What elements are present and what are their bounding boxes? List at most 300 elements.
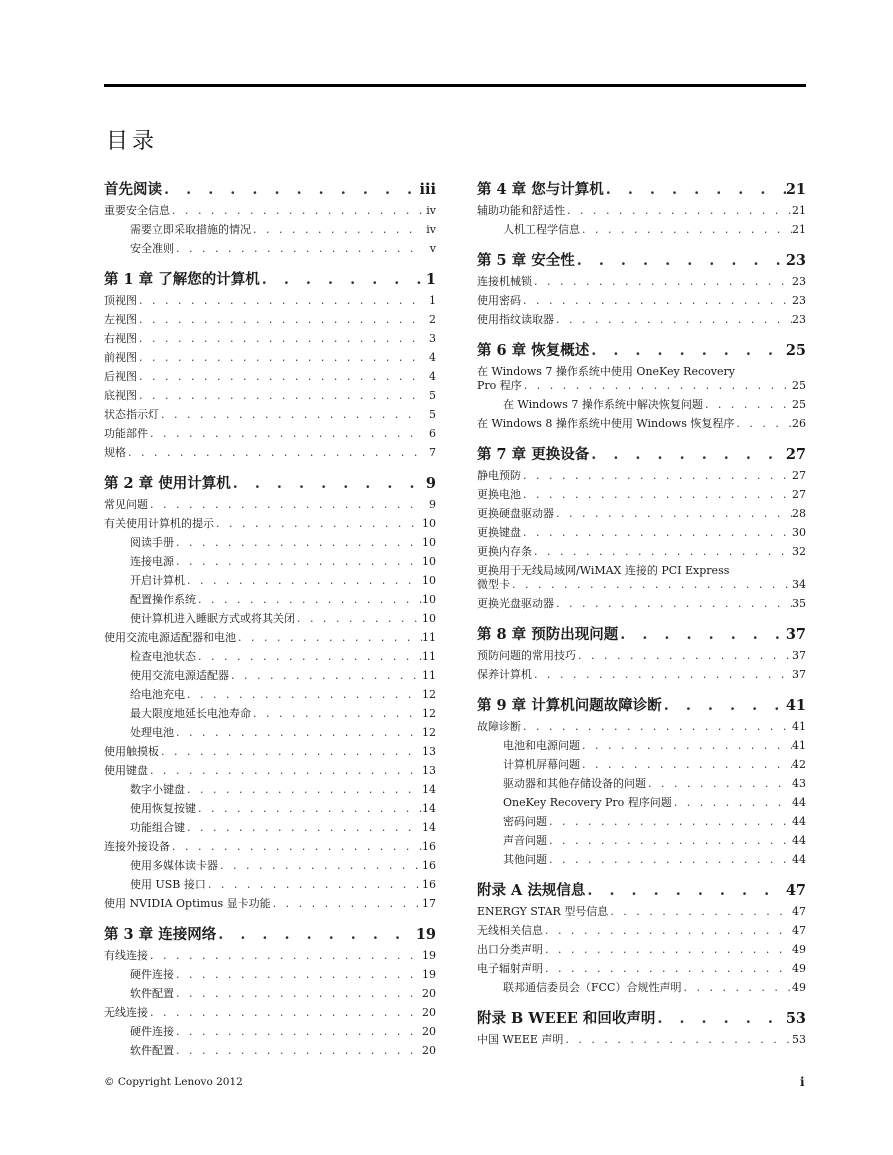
- entry-title[interactable]: 使用恢复按键: [130, 802, 196, 815]
- entry-page-number: 37: [792, 668, 806, 681]
- dot-leader: [174, 1044, 422, 1057]
- dot-leader: [185, 574, 422, 587]
- toc-entry[interactable]: [477, 941, 806, 960]
- dot-leader: [218, 859, 422, 872]
- toc-entry[interactable]: [104, 629, 436, 648]
- entry-page-number: 12: [422, 726, 436, 739]
- entry-title[interactable]: 配置操作系统: [130, 593, 196, 606]
- entry-page-number: 44: [792, 796, 806, 809]
- entry-title[interactable]: 使用键盘: [104, 764, 148, 777]
- entry-title[interactable]: 其他问题: [503, 853, 547, 866]
- toc-entry[interactable]: [477, 903, 806, 922]
- entry-page-number: 10: [422, 593, 436, 606]
- toc-entry[interactable]: [477, 486, 806, 505]
- dot-leader: [510, 578, 792, 591]
- toc-entry-first-line[interactable]: 在 Windows 7 操作系统中使用 OneKey Recovery: [477, 365, 735, 378]
- entry-title[interactable]: 阅读手册: [130, 536, 174, 549]
- entry-title[interactable]: 安全准则: [130, 242, 174, 255]
- entry-title[interactable]: 人机工程学信息: [503, 223, 580, 236]
- dot-leader: [148, 764, 422, 777]
- dot-leader: [563, 1033, 792, 1046]
- entry-page-number: 5: [429, 389, 436, 402]
- toc-section: [477, 1007, 806, 1050]
- entry-title[interactable]: 更换电池: [477, 488, 521, 501]
- entry-title[interactable]: 在 Windows 7 操作系统中解决恢复问题: [503, 398, 703, 411]
- dot-leader: [589, 446, 786, 463]
- dot-leader: [589, 342, 786, 359]
- toc-entry[interactable]: [477, 467, 806, 486]
- dot-leader: [148, 427, 422, 440]
- entry-page-number: 27: [792, 469, 806, 482]
- toc-chapter-heading[interactable]: [477, 879, 806, 903]
- toc-left-column: [104, 178, 436, 1070]
- dot-leader: [170, 840, 422, 853]
- entry-page-number: 20: [422, 1025, 436, 1038]
- chapter-page-number: 47: [785, 882, 806, 899]
- dot-leader: [185, 821, 422, 834]
- chapter-page-number: 53: [785, 1010, 806, 1027]
- chapter-title[interactable]: 首先阅读: [104, 181, 162, 198]
- entry-title[interactable]: 无线连接: [104, 1006, 148, 1019]
- chapter-title[interactable]: 第 5 章 安全性: [477, 252, 575, 269]
- entry-title[interactable]: 计算机屏幕问题: [503, 758, 580, 771]
- toc-entry[interactable]: [477, 979, 806, 998]
- entry-title[interactable]: 需要立即采取措施的情况: [130, 223, 251, 236]
- toc-section: [104, 268, 436, 463]
- entry-page-number: 17: [422, 897, 436, 910]
- entry-page-number: 3: [429, 332, 436, 345]
- dot-leader: [521, 488, 792, 501]
- entry-title[interactable]: 联邦通信委员会（FCC）合规性声明: [503, 981, 682, 994]
- entry-title[interactable]: 硬件连接: [130, 968, 174, 981]
- toc-entry[interactable]: [104, 800, 436, 819]
- entry-page-number: 21: [792, 204, 806, 217]
- dot-leader: [543, 924, 792, 937]
- dot-leader: [174, 987, 422, 1000]
- entry-title[interactable]: 右视图: [104, 332, 137, 345]
- toc-entry[interactable]: [104, 838, 436, 857]
- entry-page-number: 6: [429, 427, 436, 440]
- dot-leader: [174, 536, 422, 549]
- dot-leader: [137, 313, 422, 326]
- toc-entry[interactable]: [477, 576, 806, 595]
- entry-page-number: 4: [429, 351, 436, 364]
- entry-page-number: 47: [792, 905, 806, 918]
- entry-page-number: 12: [422, 707, 436, 720]
- toc-entry[interactable]: [104, 895, 436, 914]
- toc-entry[interactable]: [104, 667, 436, 686]
- entry-title[interactable]: 使用交流电源适配器: [130, 669, 229, 682]
- dot-leader: [196, 593, 422, 606]
- toc-entry[interactable]: [477, 832, 806, 851]
- entry-page-number: 34: [792, 578, 806, 591]
- dot-leader: [547, 834, 792, 847]
- entry-title[interactable]: 有关使用计算机的提示: [104, 517, 214, 530]
- toc-entry[interactable]: [477, 647, 806, 666]
- dot-leader: [137, 389, 422, 402]
- dot-leader: [522, 379, 792, 392]
- toc-entry[interactable]: [104, 1042, 436, 1061]
- entry-title[interactable]: 电子辐射声明: [477, 962, 543, 975]
- toc-entry-first-line[interactable]: 更换用于无线局域网/WiMAX 连接的 PCI Express: [477, 564, 730, 577]
- toc-entry[interactable]: [477, 311, 806, 330]
- dot-leader: [554, 597, 792, 610]
- chapter-title[interactable]: 附录 A 法规信息: [477, 882, 586, 899]
- dot-leader: [734, 417, 792, 430]
- dot-leader: [148, 949, 422, 962]
- chapter-title[interactable]: 附录 B WEEE 和回收声明: [477, 1010, 656, 1027]
- entry-page-number: 16: [422, 878, 436, 891]
- dot-leader: [137, 294, 422, 307]
- toc-entry[interactable]: [104, 534, 436, 553]
- toc-entry[interactable]: [104, 387, 436, 406]
- chapter-page-number: 25: [785, 342, 806, 359]
- entry-page-number: 11: [422, 669, 436, 682]
- entry-title[interactable]: 连接电源: [130, 555, 174, 568]
- entry-title[interactable]: 使用指纹读取器: [477, 313, 554, 326]
- entry-title[interactable]: 常见问题: [104, 498, 148, 511]
- toc-entry[interactable]: [477, 415, 806, 434]
- toc-right-column: [477, 178, 806, 1059]
- toc-entry[interactable]: [104, 686, 436, 705]
- toc-entry[interactable]: [104, 202, 436, 221]
- entry-title[interactable]: OneKey Recovery Pro 程序问题: [503, 796, 672, 809]
- entry-title[interactable]: 更换硬盘驱动器: [477, 507, 554, 520]
- entry-title[interactable]: 后视图: [104, 370, 137, 383]
- entry-title[interactable]: 规格: [104, 446, 126, 459]
- entry-title[interactable]: 顶视图: [104, 294, 137, 307]
- toc-section: [477, 178, 806, 240]
- chapter-title[interactable]: 第 1 章 了解您的计算机: [104, 271, 260, 288]
- dot-leader: [521, 469, 792, 482]
- toc-chapter-heading[interactable]: [477, 443, 806, 467]
- dot-leader: [681, 981, 792, 994]
- entry-page-number: 16: [422, 840, 436, 853]
- entry-title[interactable]: 电池和电源问题: [503, 739, 580, 752]
- entry-title[interactable]: 软件配置: [130, 987, 174, 1000]
- toc-entry[interactable]: [104, 240, 436, 259]
- entry-title[interactable]: 最大限度地延长电池寿命: [130, 707, 251, 720]
- toc-entry[interactable]: [477, 377, 806, 396]
- toc-entry[interactable]: [104, 705, 436, 724]
- toc-section: [477, 879, 806, 998]
- dot-leader: [580, 758, 792, 771]
- entry-title[interactable]: 使用 NVIDIA Optimus 显卡功能: [104, 897, 271, 910]
- toc-section: [104, 472, 436, 914]
- entry-title[interactable]: 使用 USB 接口: [130, 878, 206, 891]
- dot-leader: [229, 669, 422, 682]
- toc-section: [477, 249, 806, 330]
- entry-page-number: 28: [792, 507, 806, 520]
- entry-page-number: 21: [792, 223, 806, 236]
- entry-page-number: 42: [792, 758, 806, 771]
- toc-entry[interactable]: [477, 666, 806, 685]
- dot-leader: [159, 408, 422, 421]
- toc-entry[interactable]: [104, 515, 436, 534]
- page-title: 目录: [106, 129, 159, 154]
- dot-leader: [148, 1006, 422, 1019]
- toc-entry[interactable]: [104, 572, 436, 591]
- toc-entry[interactable]: [477, 505, 806, 524]
- dot-leader: [251, 223, 422, 236]
- top-rule: [104, 84, 806, 87]
- dot-leader: [137, 351, 422, 364]
- dot-leader: [703, 398, 792, 411]
- toc-entry[interactable]: [477, 202, 806, 221]
- entry-title[interactable]: 声音问题: [503, 834, 547, 847]
- toc-entry[interactable]: [104, 591, 436, 610]
- entry-title[interactable]: 无线相关信息: [477, 924, 543, 937]
- entry-page-number: 2: [429, 313, 436, 326]
- toc-chapter-heading[interactable]: [104, 923, 436, 947]
- toc-entry[interactable]: [104, 444, 436, 463]
- toc-entry[interactable]: [104, 876, 436, 895]
- entry-title[interactable]: 底视图: [104, 389, 137, 402]
- chapter-title[interactable]: 第 6 章 恢复概述: [477, 342, 590, 359]
- entry-page-number: 13: [422, 764, 436, 777]
- toc-entry[interactable]: [104, 368, 436, 387]
- entry-title[interactable]: 更换内存条: [477, 545, 532, 558]
- toc-entry[interactable]: [477, 595, 806, 614]
- toc-entry[interactable]: [104, 221, 436, 240]
- toc-entry[interactable]: [104, 496, 436, 515]
- toc-chapter-heading[interactable]: [477, 249, 806, 273]
- entry-page-number: 49: [792, 962, 806, 975]
- entry-page-number: 53: [792, 1033, 806, 1046]
- dot-leader: [655, 1010, 785, 1027]
- toc-chapter-heading[interactable]: [104, 472, 436, 496]
- entry-page-number: 25: [792, 379, 806, 392]
- dot-leader: [126, 446, 422, 459]
- entry-title[interactable]: 处理电池: [130, 726, 174, 739]
- entry-title[interactable]: 使用交流电源适配器和电池: [104, 631, 236, 644]
- toc-entry[interactable]: [477, 221, 806, 240]
- toc-section: [477, 443, 806, 614]
- dot-leader: [576, 649, 792, 662]
- entry-page-number: 4: [429, 370, 436, 383]
- entry-page-number: 23: [792, 275, 806, 288]
- entry-page-number: 25: [792, 398, 806, 411]
- entry-title[interactable]: 数字小键盘: [130, 783, 185, 796]
- dot-leader: [565, 204, 792, 217]
- chapter-title[interactable]: 第 4 章 您与计算机: [477, 181, 604, 198]
- dot-leader: [251, 707, 422, 720]
- entry-title[interactable]: 开启计算机: [130, 574, 185, 587]
- entry-page-number: 47: [792, 924, 806, 937]
- entry-page-number: 1: [429, 294, 436, 307]
- toc-entry[interactable]: [477, 718, 806, 737]
- dot-leader: [196, 802, 422, 815]
- dot-leader: [260, 271, 422, 288]
- toc-entry[interactable]: [104, 349, 436, 368]
- entry-title[interactable]: 连接机械锁: [477, 275, 532, 288]
- entry-title[interactable]: 故障诊断: [477, 720, 521, 733]
- entry-title[interactable]: 更换键盘: [477, 526, 521, 539]
- toc-entry[interactable]: [104, 292, 436, 311]
- dot-leader: [543, 943, 792, 956]
- toc-entry[interactable]: [104, 857, 436, 876]
- entry-title[interactable]: 中国 WEEE 声明: [477, 1033, 564, 1046]
- entry-page-number: 26: [792, 417, 806, 430]
- toc-chapter-heading[interactable]: [477, 694, 806, 718]
- toc-entry[interactable]: [477, 273, 806, 292]
- dot-leader: [174, 1025, 422, 1038]
- entry-title[interactable]: 静电预防: [477, 469, 521, 482]
- toc-entry[interactable]: [104, 425, 436, 444]
- entry-title[interactable]: 驱动器和其他存储设备的问题: [503, 777, 646, 790]
- chapter-page-number: iii: [419, 181, 436, 198]
- toc-entry[interactable]: [104, 553, 436, 572]
- entry-title[interactable]: 在 Windows 8 操作系统中使用 Windows 恢复程序: [477, 417, 735, 430]
- entry-title[interactable]: 功能组合键: [130, 821, 185, 834]
- toc-chapter-heading[interactable]: [477, 178, 806, 202]
- entry-page-number: 14: [422, 821, 436, 834]
- toc-entry[interactable]: [104, 947, 436, 966]
- entry-title[interactable]: 使用多媒体读卡器: [130, 859, 218, 872]
- entry-title[interactable]: 使用触摸板: [104, 745, 159, 758]
- chapter-title[interactable]: 第 8 章 预防出现问题: [477, 626, 619, 643]
- entry-title[interactable]: 辅助功能和舒适性: [477, 204, 565, 217]
- chapter-title[interactable]: 第 2 章 使用计算机: [104, 475, 231, 492]
- dot-leader: [137, 370, 422, 383]
- chapter-page-number: 1: [425, 271, 436, 288]
- entry-title[interactable]: 使用密码: [477, 294, 521, 307]
- toc-entry[interactable]: [104, 330, 436, 349]
- toc-entry[interactable]: [104, 648, 436, 667]
- dot-leader: [216, 926, 416, 943]
- toc-chapter-heading[interactable]: [104, 268, 436, 292]
- entry-page-number: 35: [792, 597, 806, 610]
- toc-entry[interactable]: [477, 756, 806, 775]
- toc-entry[interactable]: [104, 610, 436, 629]
- entry-title[interactable]: 保养计算机: [477, 668, 532, 681]
- toc-entry[interactable]: [477, 396, 806, 415]
- entry-title[interactable]: 左视图: [104, 313, 137, 326]
- entry-title[interactable]: 密码问题: [503, 815, 547, 828]
- entry-title[interactable]: 检查电池状态: [130, 650, 196, 663]
- toc-entry[interactable]: [477, 922, 806, 941]
- dot-leader: [236, 631, 422, 644]
- dot-leader: [554, 507, 792, 520]
- toc-section: [477, 694, 806, 870]
- copyright-notice: © Copyright Lenovo 2012: [104, 1076, 243, 1088]
- toc-chapter-heading[interactable]: [477, 623, 806, 647]
- entry-title[interactable]: 出口分类声明: [477, 943, 543, 956]
- toc-entry[interactable]: [477, 524, 806, 543]
- dot-leader: [575, 252, 786, 269]
- page-number: i: [800, 1075, 805, 1089]
- entry-title[interactable]: 前视图: [104, 351, 137, 364]
- toc-entry[interactable]: [104, 743, 436, 762]
- toc-entry[interactable]: [477, 292, 806, 311]
- dot-leader: [618, 626, 786, 643]
- toc-section: [477, 339, 806, 434]
- toc-chapter-heading[interactable]: [104, 178, 436, 202]
- entry-page-number: 44: [792, 853, 806, 866]
- entry-page-number: 43: [792, 777, 806, 790]
- toc-entry[interactable]: [104, 985, 436, 1004]
- entry-title[interactable]: 重要安全信息: [104, 204, 170, 217]
- entry-title[interactable]: 预防问题的常用技巧: [477, 649, 576, 662]
- entry-page-number: 49: [792, 981, 806, 994]
- chapter-page-number: 9: [425, 475, 436, 492]
- chapter-title[interactable]: 第 7 章 更换设备: [477, 446, 590, 463]
- entry-page-number: 5: [429, 408, 436, 421]
- entry-page-number: 7: [429, 446, 436, 459]
- toc-entry[interactable]: [477, 794, 806, 813]
- toc-section: [104, 923, 436, 1061]
- toc-entry[interactable]: [104, 762, 436, 781]
- dot-leader: [196, 650, 422, 663]
- dot-leader: [521, 720, 792, 733]
- toc-entry[interactable]: [104, 311, 436, 330]
- chapter-page-number: 37: [785, 626, 806, 643]
- dot-leader: [585, 882, 785, 899]
- toc-entry[interactable]: [477, 737, 806, 756]
- dot-leader: [532, 668, 792, 681]
- toc-chapter-heading[interactable]: [477, 339, 806, 363]
- toc-chapter-heading[interactable]: [477, 1007, 806, 1031]
- toc-entry[interactable]: [104, 781, 436, 800]
- dot-leader: [646, 777, 792, 790]
- dot-leader: [604, 181, 786, 198]
- entry-page-number: 41: [792, 739, 806, 752]
- toc-entry[interactable]: [104, 1004, 436, 1023]
- entry-title[interactable]: 连接外接设备: [104, 840, 170, 853]
- chapter-title[interactable]: 第 9 章 计算机问题故障诊断: [477, 697, 662, 714]
- entry-page-number: 27: [792, 488, 806, 501]
- entry-title[interactable]: 给电池充电: [130, 688, 185, 701]
- chapter-title[interactable]: 第 3 章 连接网络: [104, 926, 217, 943]
- dot-leader: [185, 783, 422, 796]
- toc-entry[interactable]: [477, 543, 806, 562]
- dot-leader: [162, 181, 419, 198]
- dot-leader: [148, 498, 422, 511]
- entry-page-number: 16: [422, 859, 436, 872]
- entry-title[interactable]: 硬件连接: [130, 1025, 174, 1038]
- toc-entry[interactable]: [104, 1023, 436, 1042]
- entry-page-number: 9: [429, 498, 436, 511]
- dot-leader: [174, 555, 422, 568]
- entry-title[interactable]: 软件配置: [130, 1044, 174, 1057]
- entry-title[interactable]: 状态指示灯: [104, 408, 159, 421]
- entry-title[interactable]: 有线连接: [104, 949, 148, 962]
- entry-page-number: 19: [422, 949, 436, 962]
- chapter-page-number: 19: [415, 926, 436, 943]
- entry-title[interactable]: 使计算机进入睡眠方式或将其关闭: [130, 612, 295, 625]
- entry-page-number: 10: [422, 517, 436, 530]
- toc-entry[interactable]: [477, 851, 806, 870]
- toc-entry[interactable]: [477, 813, 806, 832]
- dot-leader: [206, 878, 422, 891]
- toc-section: [477, 623, 806, 685]
- toc-entry[interactable]: [104, 819, 436, 838]
- toc-entry[interactable]: [104, 966, 436, 985]
- toc-entry[interactable]: [477, 775, 806, 794]
- entry-title-continuation[interactable]: Pro 程序: [477, 379, 522, 392]
- toc-entry[interactable]: [477, 1031, 806, 1050]
- toc-entry[interactable]: [104, 724, 436, 743]
- dot-leader: [185, 688, 422, 701]
- entry-title[interactable]: 功能部件: [104, 427, 148, 440]
- entry-title-continuation[interactable]: 微型卡: [477, 578, 510, 591]
- toc-entry[interactable]: [477, 960, 806, 979]
- entry-page-number: 11: [422, 650, 436, 663]
- toc-entry[interactable]: [104, 406, 436, 425]
- entry-title[interactable]: ENERGY STAR 型号信息: [477, 905, 609, 918]
- entry-title[interactable]: 更换光盘驱动器: [477, 597, 554, 610]
- dot-leader: [174, 726, 422, 739]
